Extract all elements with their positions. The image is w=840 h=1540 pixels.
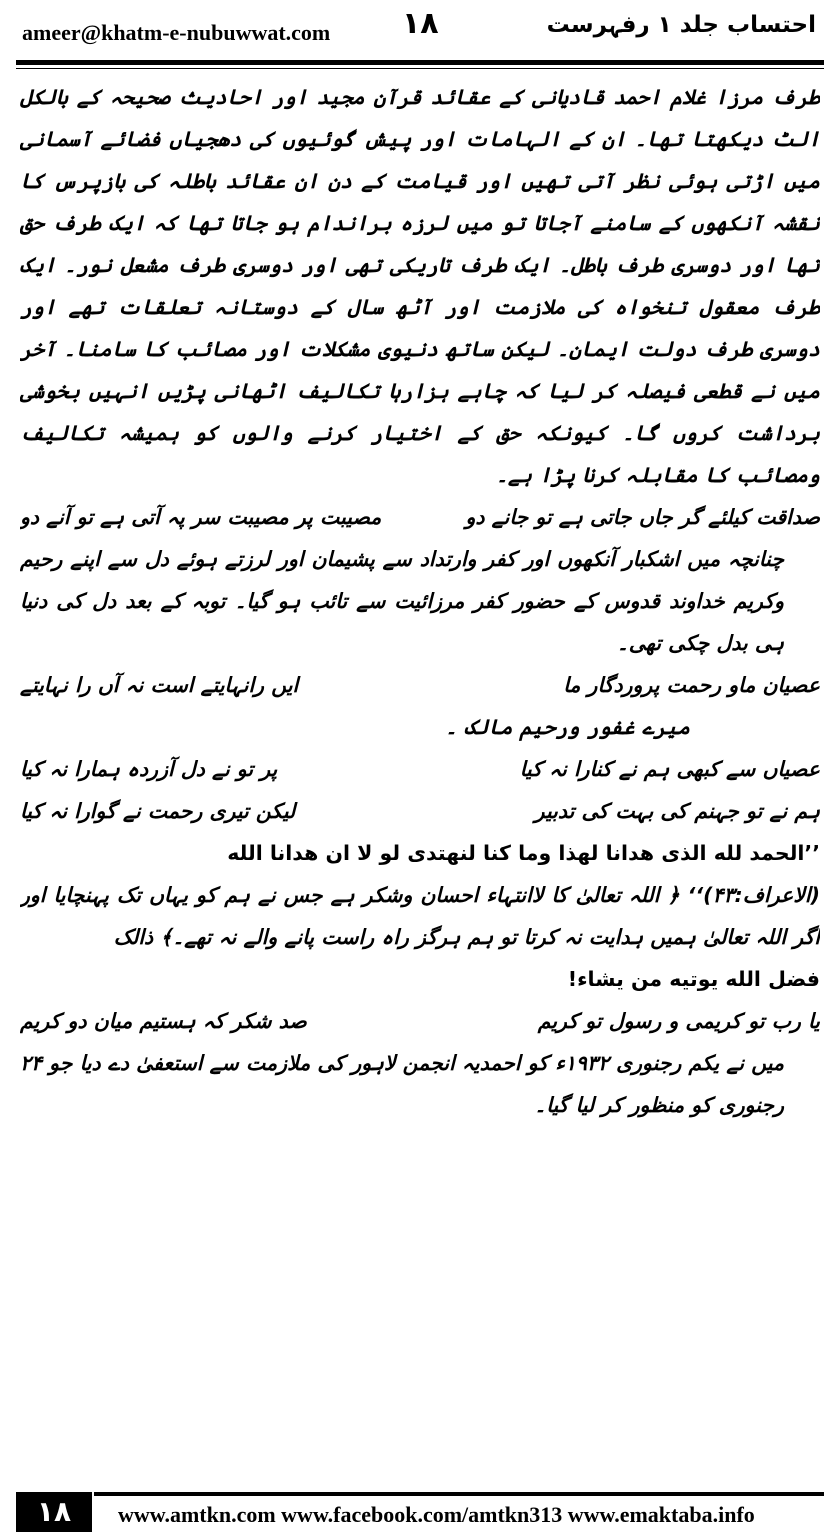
quran-verse-arabic: ’’الحمد لله الذی هدانا لهذا وما كنا لنهتدی لو لا ان هدانا الله: [227, 841, 820, 865]
couplet-1-second-line: مصیبت پر مصیبت سر پہ آتی ہے تو آنے دو: [20, 505, 382, 529]
page-body: [20, 76, 820, 1481]
header-divider-thin: [16, 68, 824, 69]
couplet-1: [20, 496, 820, 538]
header-divider-thick: [16, 60, 824, 65]
paragraph-4: میں نے یکم رجنوری ۱۹۳۲ء کو احمدیہ انجمن لاہور کی ملازمت سے استعفیٰ دے دیا جو ۲۴ رجنوری کو منظور کر لیا گیا۔: [20, 1051, 784, 1117]
couplet-2-second-line: ایں رانہایتے است نہ آں را نہایتے: [20, 673, 299, 697]
couplet-5-second-line: صد شکر کہ ہستیم میان دو کریم: [20, 1009, 307, 1033]
couplet-5-first-line: یا رب تو کریمی و رسول تو کریم: [537, 1009, 820, 1033]
page-header: [0, 0, 840, 60]
couplet-4-second-line: لیکن تیری رحمت نے گوارا نہ کیا: [20, 799, 296, 823]
couplet-3-second-line: پر تو نے دل آزردہ ہمارا نہ کیا: [20, 757, 278, 781]
couplet-5: [20, 1000, 820, 1042]
footer-websites: www.amtkn.com www.facebook.com/amtkn313 www.emaktaba.info: [118, 1502, 755, 1527]
couplet-2: [20, 664, 820, 706]
footer-divider: [94, 1492, 824, 1496]
page-footer: [0, 1490, 840, 1540]
couplet-1-first-line: صداقت کیلئے گر جاں جاتی ہے تو جانے دو: [465, 505, 820, 529]
couplet-4-first-line: ہم نے تو جہنم کی بہت کی تدبیر: [534, 799, 820, 823]
header-email: ameer@khatm-e-nubuwwat.com: [22, 20, 331, 45]
paragraph-2: چنانچہ میں اشکبار آنکھوں اور کفر وارتداد سے پشیمان اور لرزتے ہوئے دل سے اپنے رحیم وکریم خداوند قدوس کے حضور کفر مرزائیت سے تائب ہو گیا۔ توبہ کے بعد دل کی دنیا ہی بدل چکی تھی۔: [20, 547, 784, 655]
arabic-phrase: فضل الله یوتیه من یشاء!: [567, 967, 820, 991]
couplet-2-first-line: عصیان ماو رحمت پروردگار ما: [563, 673, 820, 697]
address-line: میرے غفور ورحیم مالک ۔: [445, 715, 690, 739]
header-page-number: ۱۸: [402, 6, 439, 41]
couplet-3-first-line: عصیاں سے کبھی ہم نے کنارا نہ کیا: [519, 757, 820, 781]
couplet-4: [20, 790, 820, 832]
couplet-3: [20, 748, 820, 790]
paragraph-1: طرف مرزا غلام احمد قادیانی کے عقائد قرآن مجید اور احادیث صحیحہ کے بالکل الٹ دیکھتا تھا۔ ان کے الہامات اور پیش گوئیوں کی دھجیاں فضائے آسمانی میں اڑتی ہوئی نظر آتی تھیں اور قیامت کے دن ان عقائد باطلہ کی بازپرس کا نقشہ آنکھوں کے سامنے آجاتا تو میں لرزہ براندام ہو جاتا تھا کہ ایک طرف حق تھا اور دوسری طرف باطل۔ ایک طرف تاریکی تھی اور دوسری طرف مشعل نور۔ ایک طرف معقول تنخواہ کی ملازمت اور آٹھ سال کے دوستانہ تعلقات تھے اور دوسری طرف دولت ایمان۔ لیکن ساتھ دنیوی مشکلات اور مصائب کا سامنا۔ آخر میں نے قطعی فیصلہ کر لیا کہ چاہے ہزارہا تکالیف اٹھانی پڑیں انہیں بخوشی برداشت کروں گا۔ کیونکہ حق کے اختیار کرنے والوں کو ہمیشہ تکالیف ومصائب کا مقابلہ کرنا پڑا ہے۔: [20, 85, 820, 487]
paragraph-3: (الاعراف:۴۳)‘‘ ﴿ اللہ تعالیٰ کا لاانتہاء احسان وشکر ہے جس نے ہم کو یہاں تک پہنچایا اور اگر اللہ تعالیٰ ہمیں ہدایت نہ کرتا تو ہم ہرگز راہ راست پانے والے نہ تھے۔﴾ ذالک: [20, 883, 820, 949]
footer-page-number: ۱۸: [16, 1492, 92, 1532]
header-title: احتساب جلد ۱ رفہرست: [546, 12, 816, 38]
